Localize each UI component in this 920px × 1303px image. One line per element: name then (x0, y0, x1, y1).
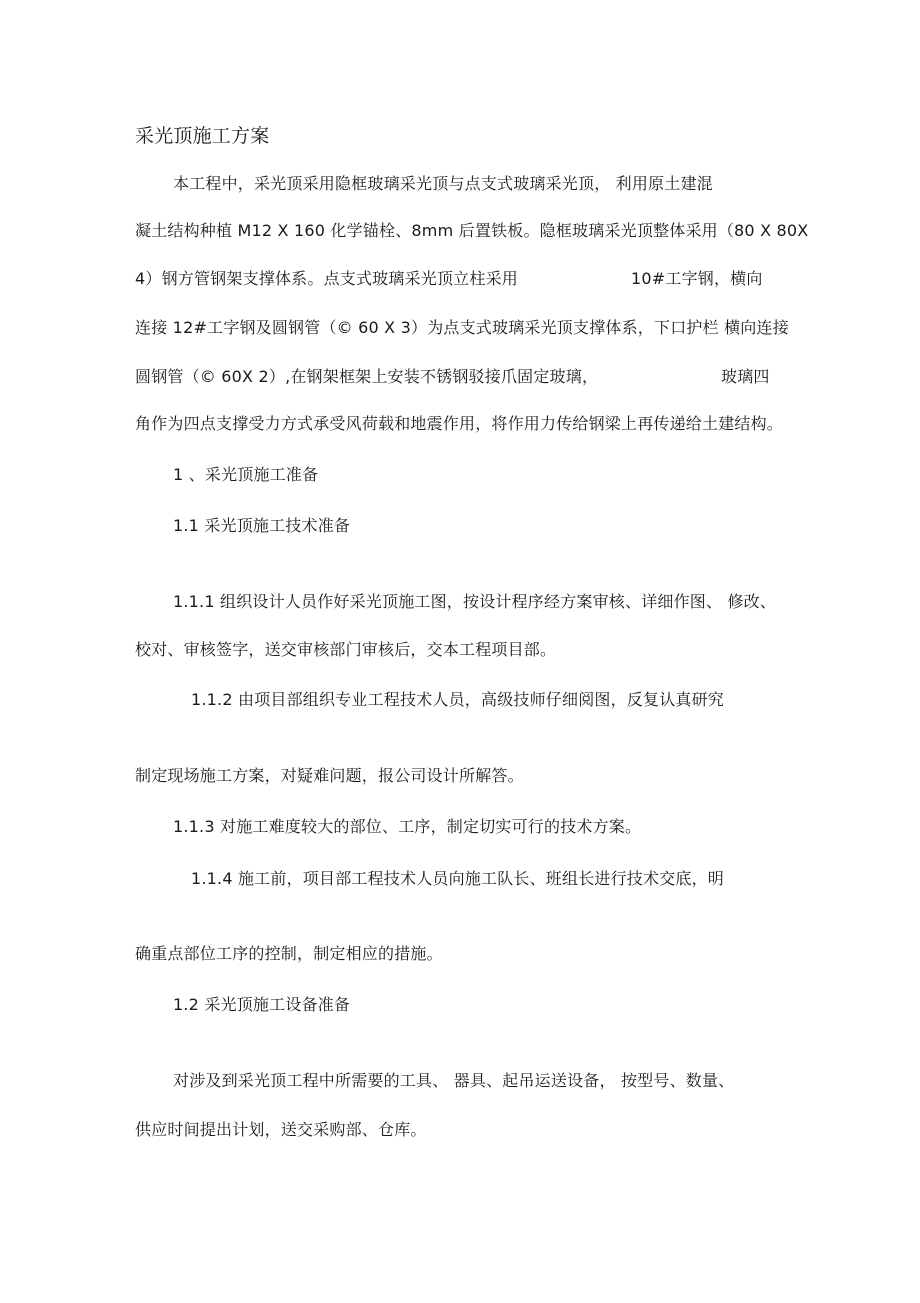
item-1-1-2-line-1: 1.1.2 由项目部组织专业工程技术人员，高级技师仔细阅图，反复认真研究 (191, 690, 724, 709)
section-1-2-heading: 1.2 采光顶施工设备准备 (173, 995, 351, 1014)
intro-line-1: 本工程中，采光顶采用隐框玻璃采光顶与点支式玻璃采光顶， 利用原土建混 (173, 174, 713, 193)
intro-line-3b: 10#工字钢，横向 (631, 269, 763, 288)
intro-line-5b: 玻璃四 (721, 367, 770, 386)
item-1-1-4-line-1: 1.1.4 施工前，项目部工程技术人员向施工队长、班组长进行技术交底，明 (191, 869, 724, 888)
item-1-1-1-line-1: 1.1.1 组织设计人员作好采光顶施工图，按设计程序经方案审核、详细作图、 修改、 (173, 592, 777, 611)
section-1-heading: 1 、采光顶施工准备 (173, 465, 319, 484)
intro-line-2: 凝土结构种植 M12 X 160 化学锚栓、8mm 后置铁板。隐框玻璃采光顶整体采用（80 X 80X (135, 221, 809, 240)
item-1-1-4-line-2: 确重点部位工序的控制，制定相应的措施。 (135, 944, 443, 963)
section-1-1-heading: 1.1 采光顶施工技术准备 (173, 516, 351, 535)
intro-line-5a: 圆钢管（© 60X 2）,在钢架框架上安装不锈钢驳接爪固定玻璃， (135, 367, 599, 386)
item-1-1-2-line-2: 制定现场施工方案，对疑难问题，报公司设计所解答。 (135, 766, 524, 785)
section-1-2-para-line-1: 对涉及到采光顶工程中所需要的工具、 器具、起吊运送设备， 按型号、数量、 (173, 1071, 735, 1090)
intro-line-3a: 4）钢方管钢架支撑体系。点支式玻璃采光顶立柱采用 (135, 269, 518, 288)
intro-line-4: 连接 12#工字钢及圆钢管（© 60 X 3）为点支式玻璃采光顶支撑体系，下口护栏 横向连接 (135, 318, 789, 337)
document-title: 采光顶施工方案 (135, 125, 270, 147)
item-1-1-1-line-2: 校对、审核签字，送交审核部门审核后，交本工程项目部。 (135, 640, 557, 659)
intro-line-6: 角作为四点支撑受力方式承受风荷载和地震作用，将作用力传给钢梁上再传递给土建结构。 (135, 414, 784, 433)
item-1-1-3: 1.1.3 对施工难度较大的部位、工序，制定切实可行的技术方案。 (173, 817, 642, 836)
section-1-2-para-line-2: 供应时间提出计划，送交采购部、仓库。 (135, 1120, 427, 1139)
